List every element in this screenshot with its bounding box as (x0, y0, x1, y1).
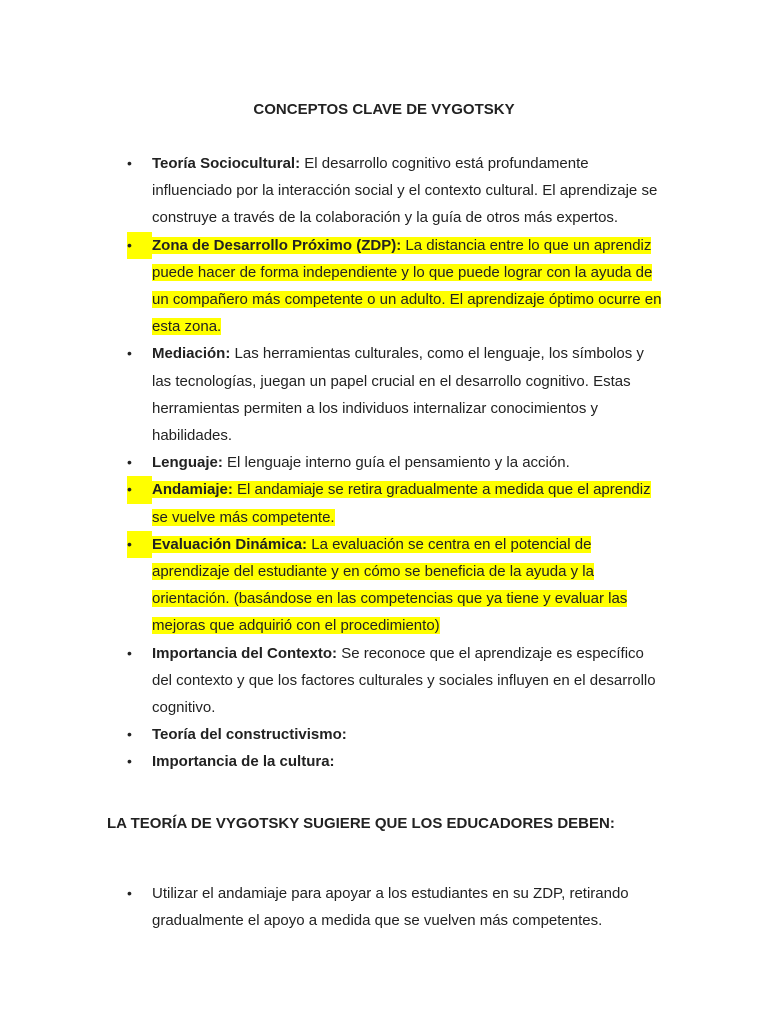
section-subheading: LA TEORÍA DE VYGOTSKY SUGIERE QUE LOS EDUCADORES DEBEN: (107, 815, 615, 832)
concept-item-evaluacion (127, 531, 667, 640)
concept-item-contexto (127, 640, 667, 722)
bullet-icon: • (127, 885, 132, 901)
bullet-icon: • (127, 476, 152, 503)
bullet-icon: • (127, 531, 152, 558)
concept-term: Teoría Sociocultural: (152, 155, 301, 172)
recommendations-list (127, 880, 667, 934)
concept-item-andamiaje (127, 476, 667, 530)
concept-term: Importancia del Contexto: (152, 644, 338, 662)
concept-text: La evaluación se centra en el potencial de aprendizaje del estudiante y en cómo se beneficia de la ayuda y la orientación. (basándose en las competencias que ya tiene y evaluar las mejoras que adquirió con el procedimiento) (152, 535, 628, 635)
concept-term: Teoría del constructivismo: (152, 726, 347, 744)
concept-item-lenguaje (127, 449, 667, 476)
bullet-icon: • (127, 345, 132, 362)
concept-text: La distancia entre lo que un aprendiz puede hacer de forma independiente y lo que puede lograr con la ayuda de un compañero más competente o un adulto. El aprendizaje óptimo ocurre en esta zona. (152, 236, 662, 336)
concepts-list (127, 150, 667, 776)
page-title: CONCEPTOS CLAVE DE VYGOTSKY (253, 101, 515, 118)
bullet-icon: • (127, 644, 132, 661)
concept-term: Zona de Desarrollo Próximo (ZDP): (152, 236, 402, 254)
concept-term: Mediación: (152, 345, 231, 363)
concept-item-mediacion (127, 340, 667, 449)
bullet-icon: • (127, 155, 132, 171)
concept-term: Importancia de la cultura: (152, 753, 335, 771)
concept-term: Andamiaje: (152, 481, 233, 499)
concept-item-zdp (127, 232, 667, 341)
bullet-icon: • (127, 726, 132, 743)
concept-item-cultura (127, 748, 667, 775)
concept-text: El lenguaje interno guía el pensamiento y la acción. (222, 454, 570, 472)
concept-text: El desarrollo cognitivo está profundamente influenciado por la interacción social y el contexto cultural. El aprendizaje se construye a través de la colaboración y la guía de otros más expertos. (152, 155, 658, 227)
concept-term: Evaluación Dinámica: (152, 535, 308, 553)
concept-item-sociocultural (127, 150, 667, 232)
bullet-icon: • (127, 753, 132, 770)
bullet-icon: • (127, 232, 152, 259)
concept-text: Las herramientas culturales, como el lenguaje, los símbolos y las tecnologías, juegan un papel crucial en el desarrollo cognitivo. Estas herramientas permiten a los individuos internalizar conocimientos y habilidades. (152, 345, 644, 445)
concept-text: Se reconoce que el aprendizaje es específico del contexto y que los factores culturales y sociales influyen en el desarrollo cognitivo. (152, 644, 656, 717)
concept-text: El andamiaje se retira gradualmente a medida que el aprendiz se vuelve más competente. (152, 481, 651, 526)
concept-item-constructivismo (127, 721, 667, 748)
recommendation-item (127, 880, 667, 934)
concept-term: Lenguaje: (152, 454, 223, 472)
bullet-icon: • (127, 454, 132, 471)
recommendation-text: Utilizar el andamiaje para apoyar a los estudiantes en su ZDP, retirando gradualmente el apoyo a medida que se vuelven más competentes. (152, 885, 629, 930)
